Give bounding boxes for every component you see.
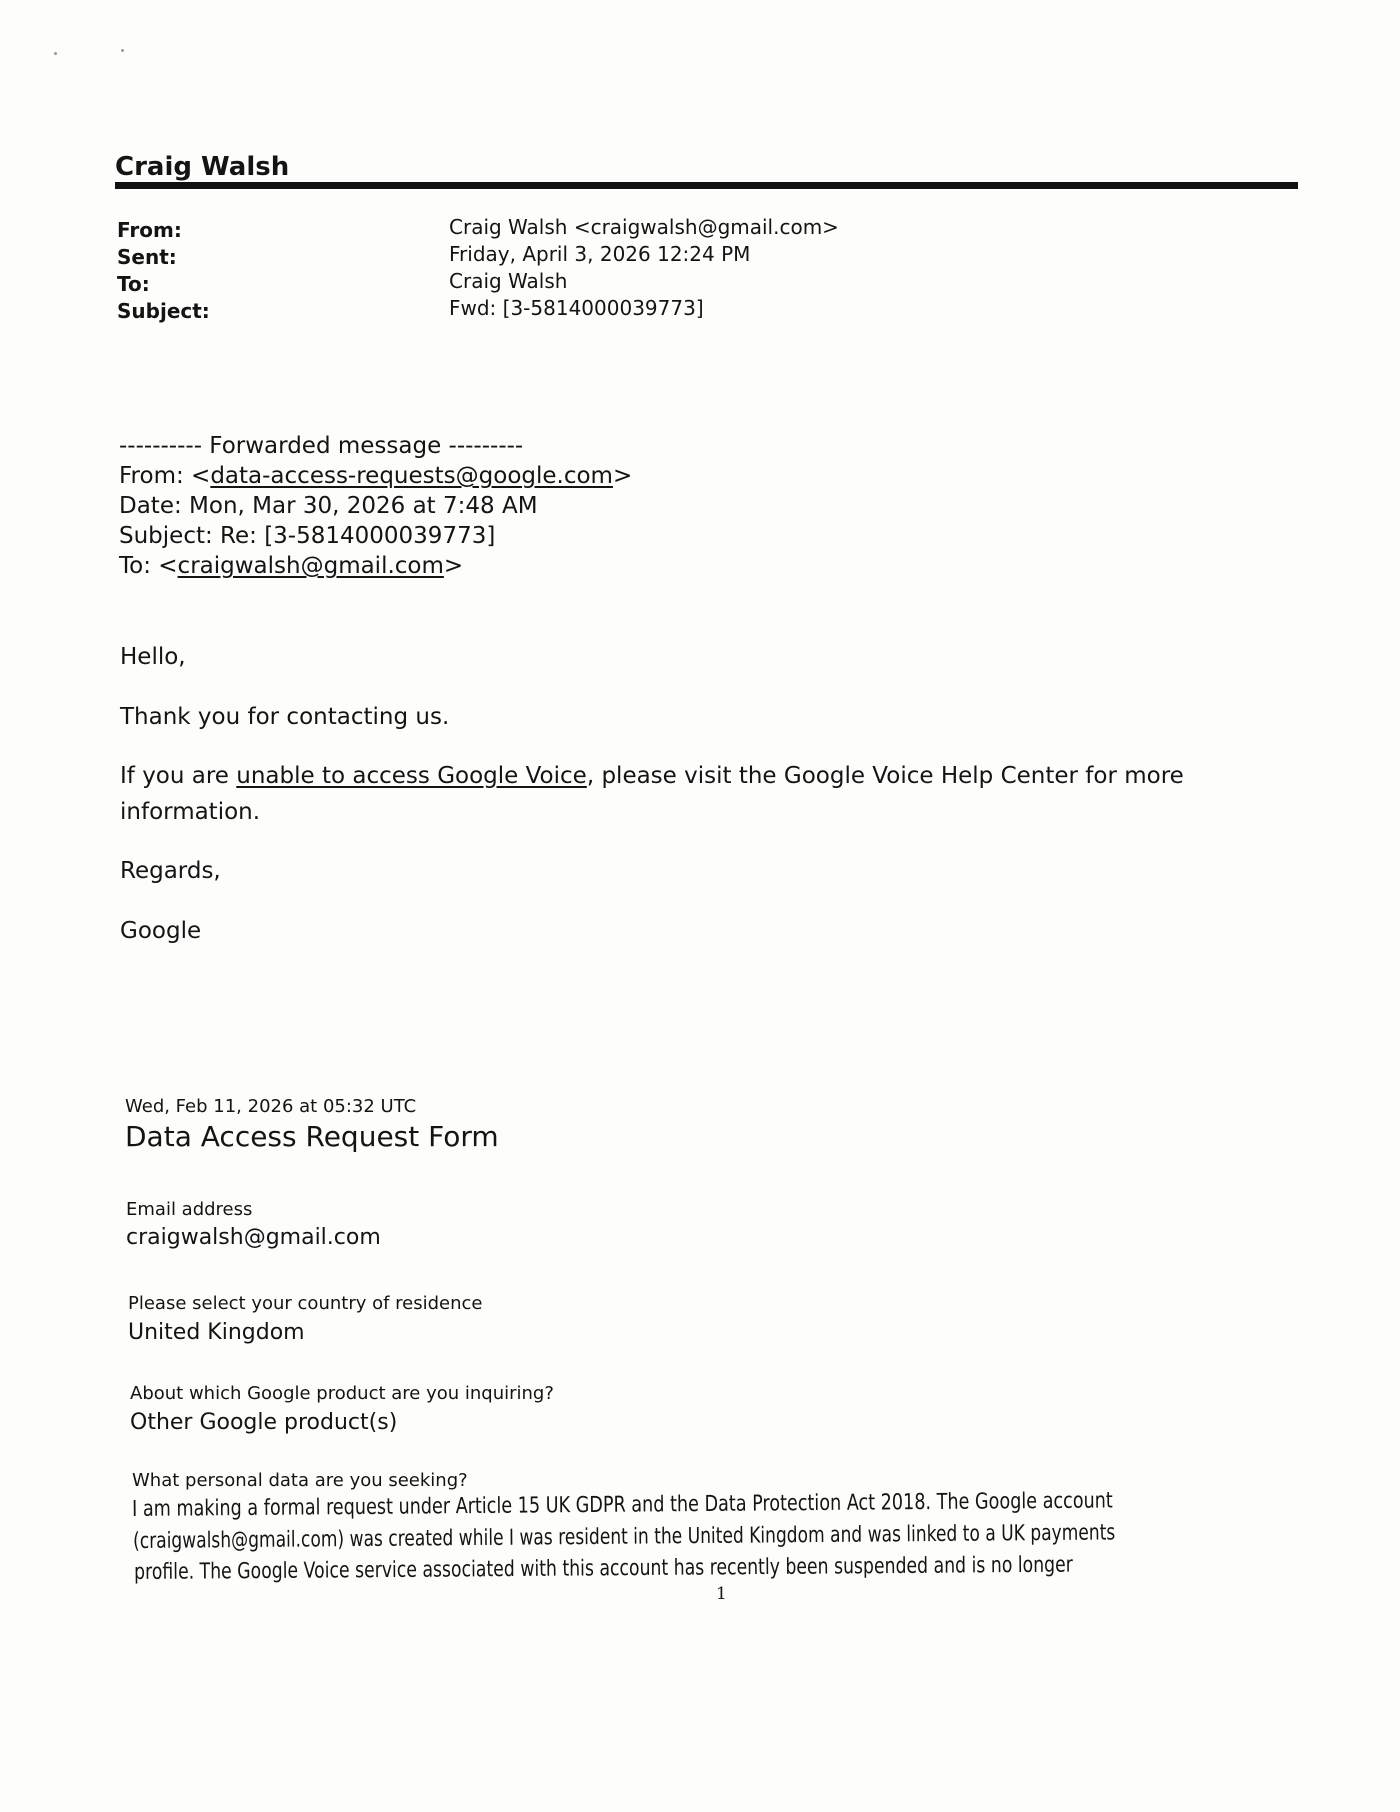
page-number: 1 xyxy=(716,1584,727,1604)
forwarded-to xyxy=(119,553,463,579)
message-closing: Regards, xyxy=(120,858,221,884)
forwarded-from-suffix: > xyxy=(612,463,633,489)
subject-value: Fwd: [3-5814000039773] xyxy=(449,296,704,320)
scan-speck xyxy=(54,52,57,55)
product-label: About which Google product are you inquiring? xyxy=(130,1383,554,1404)
data-sought-line: profile. The Google Voice service associated with this account has recently been suspended and is no longer xyxy=(134,1552,1073,1585)
to-label: To: xyxy=(117,272,150,296)
email-value: craigwalsh@gmail.com xyxy=(126,1225,381,1250)
country-label: Please select your country of residence xyxy=(128,1293,483,1314)
forwarded-from-prefix: From: < xyxy=(119,463,211,489)
message-line-1 xyxy=(120,763,1184,789)
product-value: Other Google product(s) xyxy=(130,1410,398,1435)
sent-label: Sent: xyxy=(117,245,177,269)
sender-name: Craig Walsh xyxy=(115,152,290,182)
message-greeting: Hello, xyxy=(120,644,186,670)
message-line-2: information. xyxy=(120,799,261,825)
from-value: Craig Walsh <craigwalsh@gmail.com> xyxy=(449,215,839,239)
message-line-1-suffix: , please visit the Google Voice Help Center for more xyxy=(586,763,1184,789)
sent-value: Friday, April 3, 2026 12:24 PM xyxy=(449,242,751,266)
forwarded-to-suffix: > xyxy=(443,553,464,579)
forwarded-subject: Subject: Re: [3-5814000039773] xyxy=(119,523,496,549)
forwarded-date: Date: Mon, Mar 30, 2026 at 7:48 AM xyxy=(119,493,538,519)
message-signature: Google xyxy=(120,918,202,944)
scan-speck xyxy=(121,49,124,52)
header-divider xyxy=(115,182,1298,189)
message-thanks: Thank you for contacting us. xyxy=(120,704,450,730)
data-sought-line: I am making a formal request under Article 15 UK GDPR and the Data Protection Act 2018. The Google account xyxy=(132,1488,1113,1522)
form-date: Wed, Feb 11, 2026 at 05:32 UTC xyxy=(125,1096,417,1117)
forwarded-to-prefix: To: < xyxy=(119,553,178,579)
data-sought-label: What personal data are you seeking? xyxy=(132,1470,468,1491)
forwarded-separator: ---------- Forwarded message --------- xyxy=(119,433,524,459)
to-value: Craig Walsh xyxy=(449,269,568,293)
from-label: From: xyxy=(117,218,182,242)
form-title: Data Access Request Form xyxy=(125,1120,499,1153)
country-value: United Kingdom xyxy=(128,1320,305,1345)
forwarded-from-email-link[interactable]: data-access-requests@google.com xyxy=(210,463,613,489)
voice-access-link[interactable]: unable to access Google Voice xyxy=(236,763,587,789)
email-label: Email address xyxy=(126,1199,253,1220)
message-line-1-prefix: If you are xyxy=(120,763,237,789)
forwarded-to-email-link[interactable]: craigwalsh@gmail.com xyxy=(177,553,444,579)
data-sought-line: (craigwalsh@gmail.com) was created while I was resident in the United Kingdom and was linked to a UK payments xyxy=(133,1520,1116,1554)
forwarded-from xyxy=(119,463,632,489)
subject-label: Subject: xyxy=(117,299,210,323)
